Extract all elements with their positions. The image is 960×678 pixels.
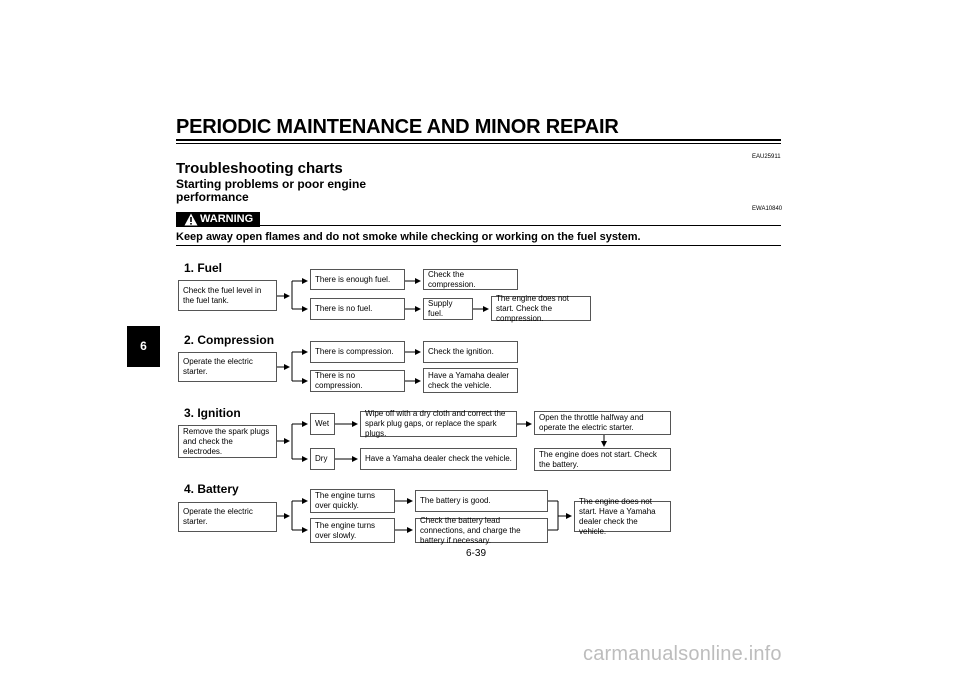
compression-start-box: Operate the electric starter. (178, 352, 277, 382)
battery-fast-box: The engine turns over quickly. (310, 489, 395, 513)
chapter-tab: 6 (127, 326, 160, 367)
chart-compression-title: 2. Compression (184, 333, 275, 347)
ignition-wet-final-box: The engine does not start. Check the battery. (534, 448, 671, 471)
battery-fast-result-box: The battery is good. (415, 490, 548, 512)
ignition-dry-result-box: Have a Yamaha dealer check the vehicle. (360, 448, 517, 470)
fuel-yes-result-box: Check the compression. (423, 269, 518, 290)
header-rule (176, 139, 781, 141)
chart-ignition-title: 3. Ignition (184, 406, 241, 420)
section-subtitle: Starting problems or poor engine performance (176, 177, 367, 204)
battery-final-box: The engine does not start. Have a Yamaha dealer check the vehicle. (574, 501, 671, 532)
compression-yes-box: There is compression. (310, 341, 405, 363)
compression-yes-result-box: Check the ignition. (423, 341, 518, 363)
chart-battery-title: 4. Battery (184, 482, 239, 496)
section-title: Troubleshooting charts (176, 160, 343, 177)
page-number: 6-39 (466, 548, 487, 559)
header-rule-thin (176, 143, 781, 144)
chart-fuel-title: 1. Fuel (184, 261, 223, 275)
warning-badge (176, 212, 260, 227)
battery-slow-result-box: Check the battery lead connections, and charge the battery if necessary. (415, 518, 548, 543)
compression-no-result-box: Have a Yamaha dealer check the vehicle. (423, 368, 518, 393)
page-header-title: PERIODIC MAINTENANCE AND MINOR REPAIR (176, 116, 619, 138)
fuel-no-result-box: The engine does not start. Check the compression. (491, 296, 591, 321)
warning-code: EWA10840 (752, 206, 783, 212)
warning-icon (184, 213, 198, 226)
section-code: EAU25911 (752, 154, 781, 160)
battery-start-box: Operate the electric starter. (178, 502, 277, 532)
warning-text: Keep away open flames and do not smoke while checking or working on the fuel system. (176, 231, 641, 243)
warning-label: WARNING (200, 213, 254, 225)
fuel-start-box: Check the fuel level in the fuel tank. (178, 280, 277, 311)
ignition-start-box: Remove the spark plugs and check the electrodes. (178, 425, 277, 458)
ignition-wet-box: Wet (310, 413, 335, 435)
fuel-no-action-box: Supply fuel. (423, 298, 473, 320)
ignition-wet-action-box: Wipe off with a dry cloth and correct the spark plug gaps, or replace the spark plugs. (360, 411, 517, 437)
ignition-dry-box: Dry (310, 448, 335, 470)
ignition-wet-result-box: Open the throttle halfway and operate the electric starter. (534, 411, 671, 435)
warning-bottom-rule (176, 245, 781, 246)
fuel-yes-box: There is enough fuel. (310, 269, 405, 290)
fuel-no-box: There is no fuel. (310, 298, 405, 320)
compression-no-box: There is no compression. (310, 370, 405, 392)
watermark: carmanualsonline.info (583, 643, 782, 665)
warning-rule (260, 225, 781, 226)
battery-slow-box: The engine turns over slowly. (310, 518, 395, 543)
